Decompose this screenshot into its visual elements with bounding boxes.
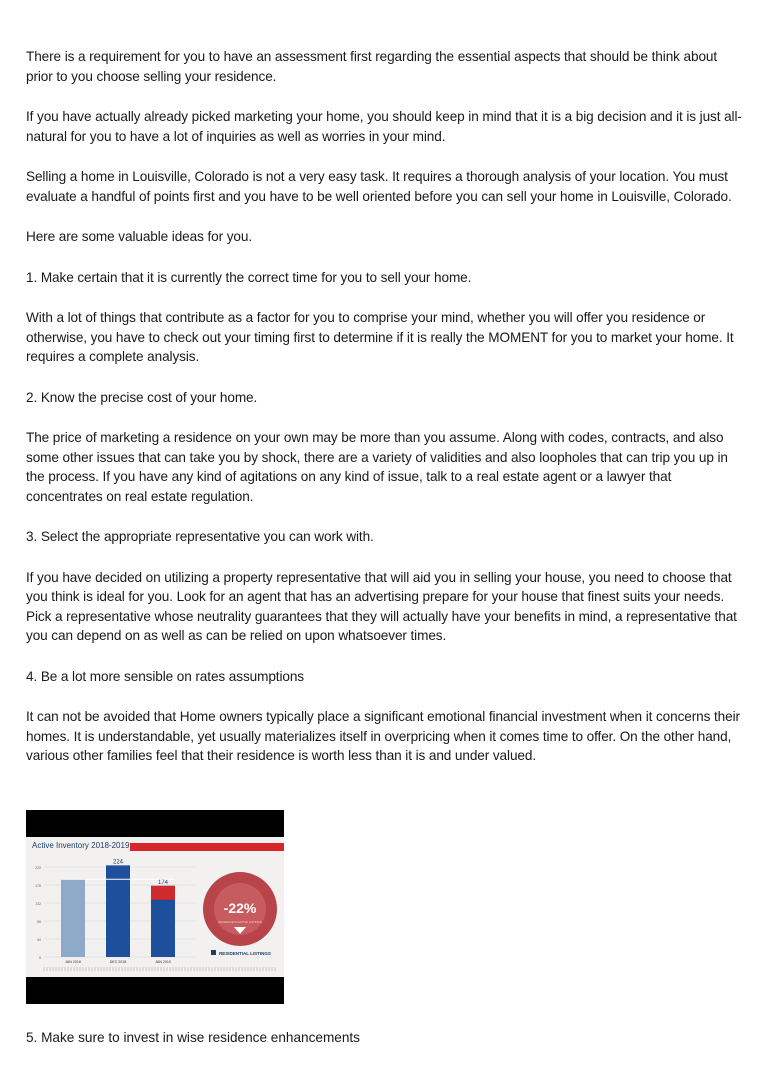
chart-title: Active Inventory 2018-2019 bbox=[32, 841, 130, 850]
paragraph: If you have decided on utilizing a property representative that will aid you in selling your house, you need to choose that you think is ideal for you. Look for an agent that has an advertising prepare for your house that finest suits your needs. Pick a representative whose neutrality guarantees that they will actually have your benefits in mind, a representative that you can depend on as well as can be relied on upon whatsoever times. bbox=[26, 569, 737, 643]
paragraph: Selling a home in Louisville, Colorado is not a very easy task. It requires a thorough analysis of your location. You must evaluate a handful of points first and you have to be well oriented before you can sell your home in Louisville, Colorado. bbox=[26, 169, 732, 204]
bar bbox=[61, 879, 85, 957]
x-tick-label: JAN 2019 bbox=[155, 960, 171, 964]
paragraph: There is a requirement for you to have an assessment first regarding the essential aspects that should be think about prior to you choose selling your residence. bbox=[26, 49, 718, 84]
paragraph: It can not be avoided that Home owners typically place a significant emotional financial investment when it concerns their homes. It is understandable, yet usually materializes itself in overpricing when it comes time to offer. On the other hand, various other families feel that their residence is worth less than it is and under valued. bbox=[26, 709, 740, 763]
tip-heading: 2. Know the precise cost of your home. bbox=[26, 389, 258, 405]
article-body bbox=[26, 47, 746, 787]
y-tick-label: 88 bbox=[37, 920, 41, 924]
x-tick-label: DEC 2018 bbox=[109, 960, 127, 964]
y-tick-label: 176 bbox=[35, 884, 41, 888]
paragraph: The price of marketing a residence on your own may be more than you assume. Along with codes, contracts, and also some other issues that can take you by shock, there are a variety of validities and also loopholes that can trip you up in the process. If you have any kind of agitations on any kind of issue, talk to a real estate agent or a lawyer that concentrates on real estate regulation. bbox=[26, 430, 728, 504]
tip-heading: 4. Be a lot more sensible on rates assumptions bbox=[26, 668, 304, 684]
pie-percent-label: -22% bbox=[223, 900, 257, 916]
bar-overlay bbox=[151, 886, 175, 900]
brand-name: RESIDENTIAL LISTINGS bbox=[219, 951, 271, 956]
tip-heading: 5. Make sure to invest in wise residence enhancements bbox=[26, 1030, 360, 1045]
bar-value-label: 174 bbox=[157, 879, 169, 886]
bar-chart bbox=[26, 837, 284, 977]
y-tick-label: 132 bbox=[35, 902, 41, 906]
paragraph: If you have actually already picked marketing your home, you should keep in mind that it is a big decision and it is just all-natural for you to have a lot of inquiries as well as worries in your mind. bbox=[26, 109, 742, 144]
brand-logo-icon bbox=[211, 950, 216, 955]
pie-sublabel: DECREASE IN ACTIVE LISTINGS bbox=[218, 920, 262, 924]
bar-value-label: 224 bbox=[112, 859, 124, 866]
y-tick-label: 44 bbox=[37, 938, 41, 942]
y-tick-label: 220 bbox=[35, 866, 41, 870]
paragraph: Here are some valuable ideas for you. bbox=[26, 229, 253, 244]
paragraph: With a lot of things that contribute as a factor for you to comprise your mind, whether you will offer you residence or otherwise, you have to check out your timing first to determine if it is really the MOMENT for you to market your home. It requires a complete analysis. bbox=[26, 310, 734, 364]
tip-heading: 1. Make certain that it is currently the correct time for you to sell your home. bbox=[26, 269, 472, 285]
x-tick-label: JAN 2018 bbox=[65, 960, 81, 964]
tip-heading: 3. Select the appropriate representative you can work with. bbox=[26, 529, 374, 544]
chart-card bbox=[26, 837, 284, 977]
inventory-chart-image bbox=[26, 810, 284, 1004]
y-tick-label: 0 bbox=[39, 956, 41, 960]
